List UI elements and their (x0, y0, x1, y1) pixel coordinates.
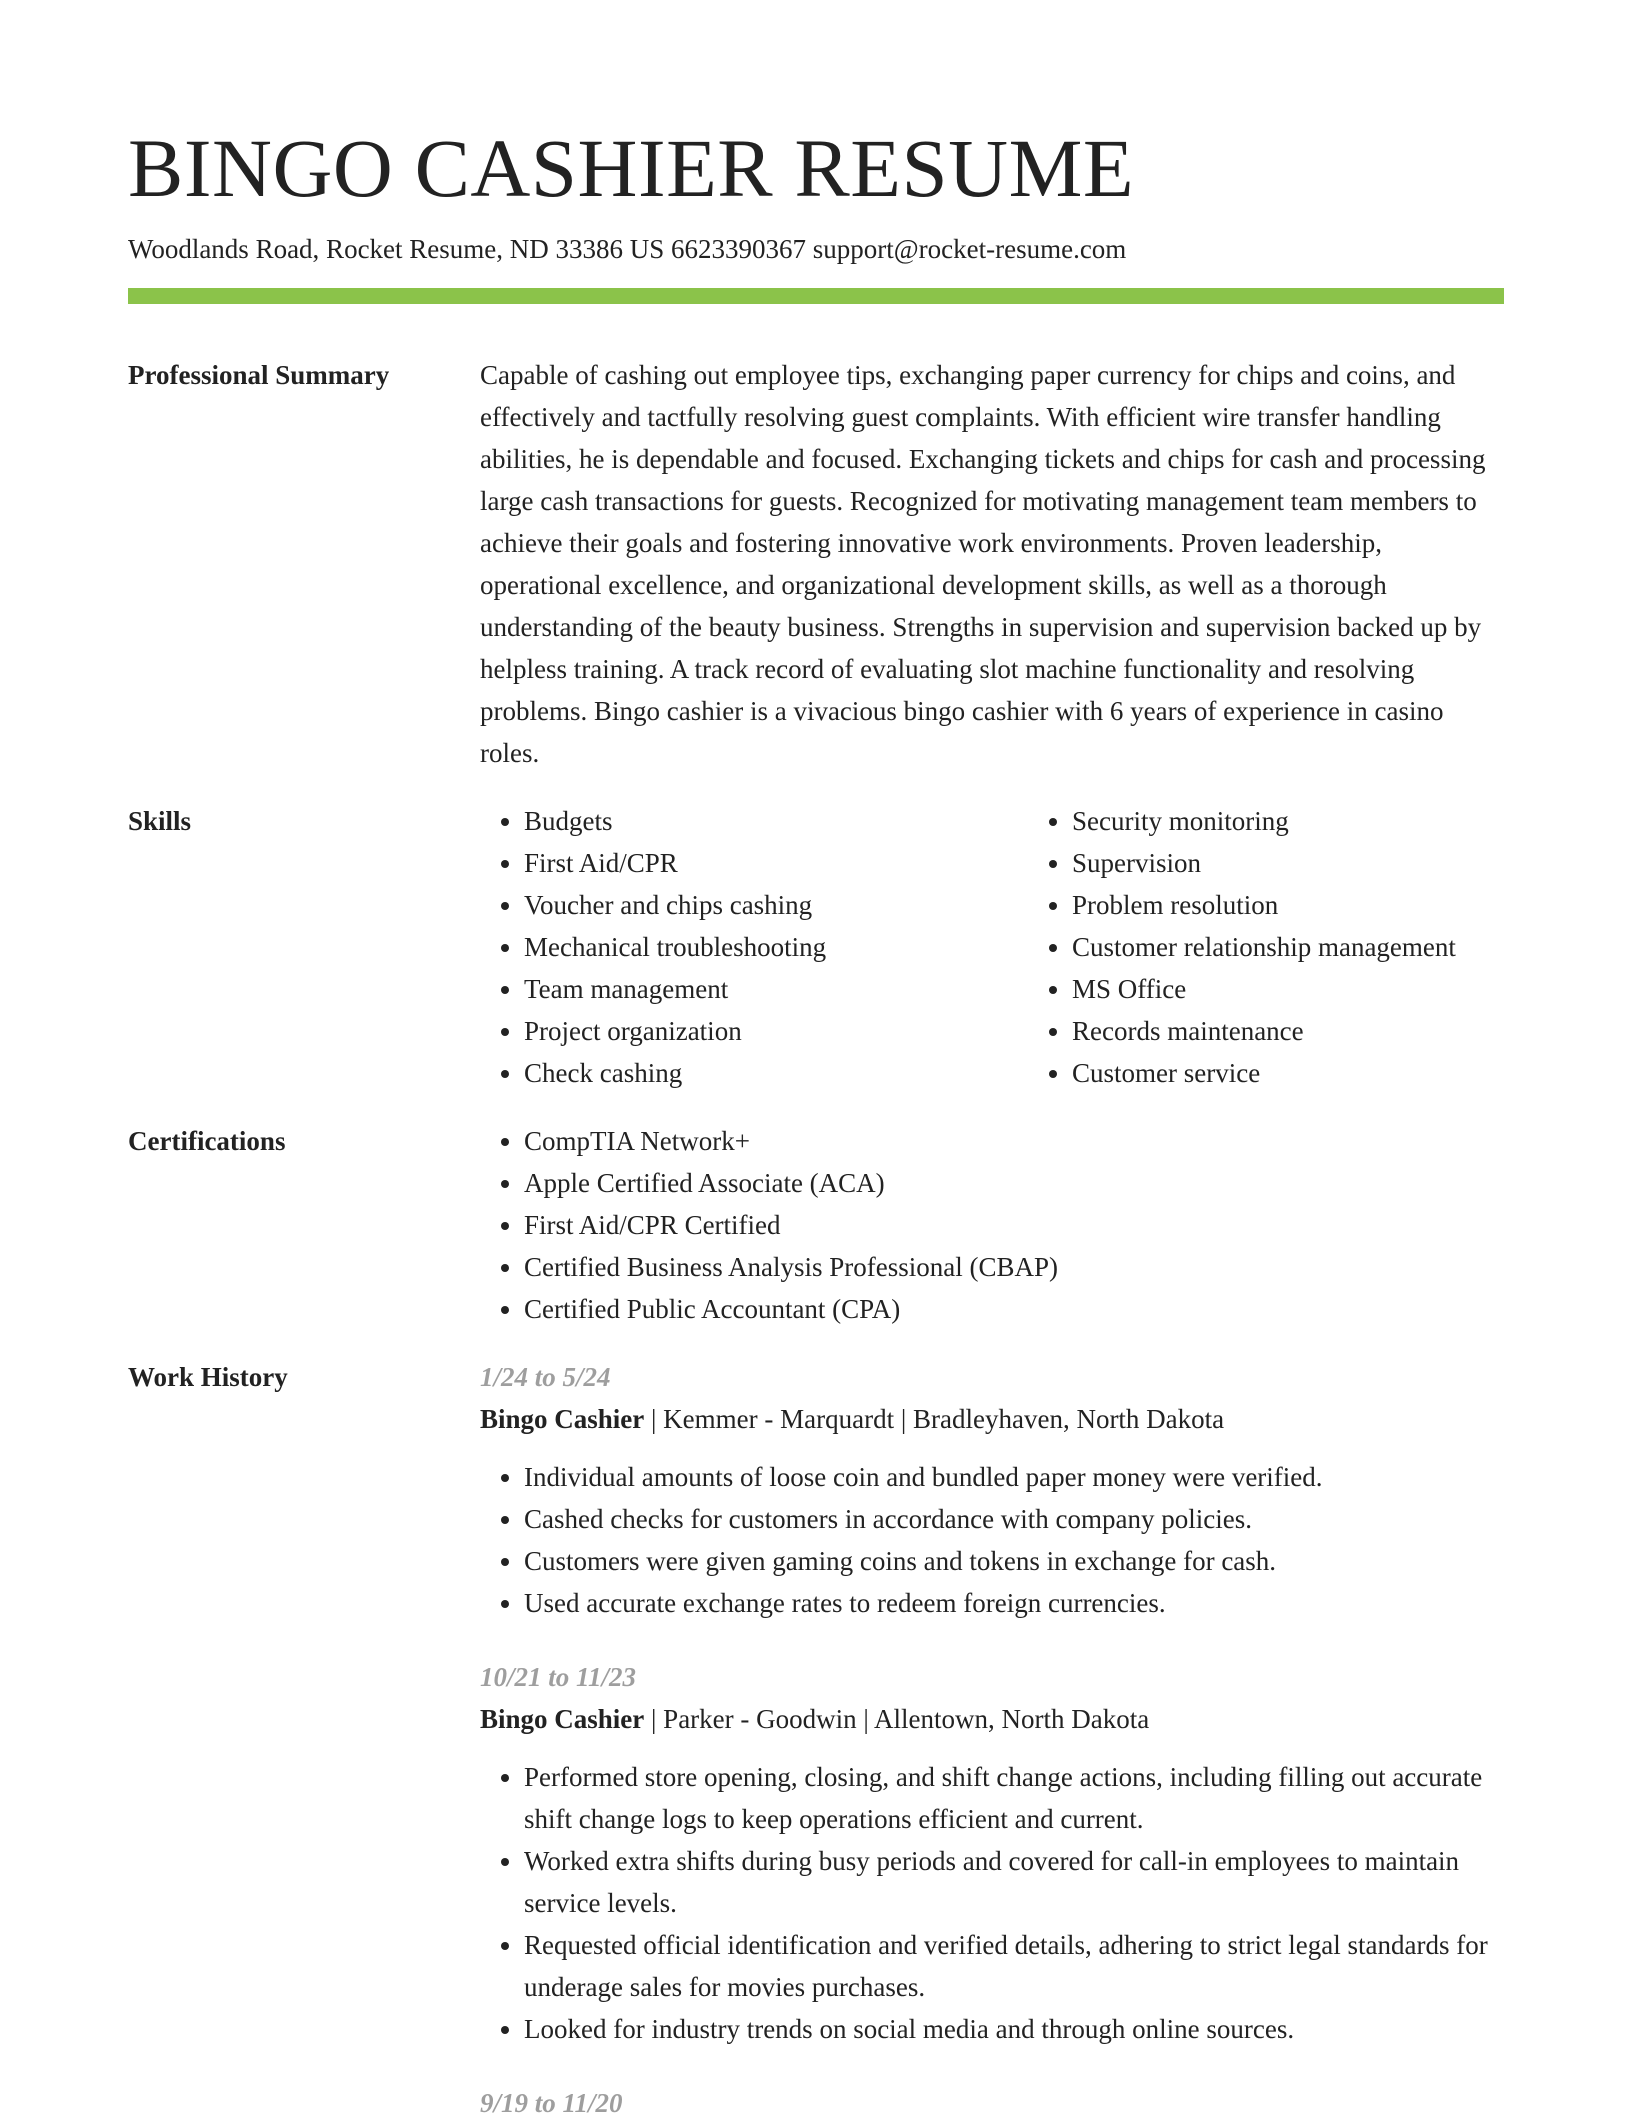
skill-item: • Check cashing (524, 1052, 1028, 1094)
skills-list-left (480, 800, 1028, 1094)
certification-item: • Certified Business Analysis Professional (CBAP) (524, 1246, 1504, 1288)
certification-item: • Apple Certified Associate (ACA) (524, 1162, 1504, 1204)
summary-section (128, 354, 1504, 774)
job-bullets (480, 1456, 1504, 1624)
skill-item: • Customer service (1072, 1052, 1576, 1094)
skill-item: • MS Office (1072, 968, 1576, 1010)
job-heading (480, 1398, 1504, 1440)
skill-item: • Records maintenance (1072, 1010, 1576, 1052)
job-dates: 10/21 to 11/23 (480, 1662, 637, 1692)
work-history-section (128, 1356, 1504, 2124)
job-bullet: • Used accurate exchange rates to redeem foreign currencies. (524, 1582, 1504, 1624)
skills-label: Skills (128, 806, 192, 836)
job-dates: 1/24 to 5/24 (480, 1362, 611, 1392)
job-heading (480, 1698, 1504, 1740)
skill-item: • Project organization (524, 1010, 1028, 1052)
page-title: BINGO CASHIER RESUME (128, 122, 1135, 214)
job-bullet: • Worked extra shifts during busy periods and covered for call-in employees to maintain service levels. (524, 1840, 1504, 1924)
resume-page (128, 0, 1504, 2124)
job-details: | Kemmer - Marquardt | Bradleyhaven, North Dakota (644, 1404, 1225, 1434)
skill-item: • Security monitoring (1072, 800, 1576, 842)
certifications-section (128, 1120, 1504, 1330)
job-title: Bingo Cashier (480, 1704, 645, 1734)
job-details: | Parker - Goodwin | Allentown, North Dakota (644, 1704, 1150, 1734)
skills-list-right (1028, 800, 1576, 1094)
job-entry (480, 1656, 1504, 2050)
certification-item: • CompTIA Network+ (524, 1120, 1504, 1162)
work-history-label: Work History (128, 1362, 288, 1392)
certification-item: • First Aid/CPR Certified (524, 1204, 1504, 1246)
skill-item: • Supervision (1072, 842, 1576, 884)
certification-item: • Certified Public Accountant (CPA) (524, 1288, 1504, 1330)
contact-line: Woodlands Road, Rocket Resume, ND 33386 US 6623390367 support@rocket-resume.com (128, 234, 1127, 264)
summary-text: Capable of cashing out employee tips, exchanging paper currency for chips and coins, and effectively and tactfully resolving guest complaints. With efficient wire transfer handling abilities, he is dependable and focused. Exchanging tickets and chips for cash and processing large cash transactions for guests. Recognized for motivating management team members to achieve their goals and fostering innovative work environments. Proven leadership, operational excellence, and organizational development skills, as well as a thorough understanding of the beauty business. Strengths in supervision and supervision backed up by helpless training. A track record of evaluating slot machine functionality and resolving problems. Bingo cashier is a vivacious bingo cashier with 6 years of experience in casino roles. (480, 360, 1486, 768)
header-divider (128, 288, 1504, 304)
summary-label: Professional Summary (128, 360, 390, 390)
job-bullet: • Individual amounts of loose coin and bundled paper money were verified. (524, 1456, 1504, 1498)
skill-item: • Customer relationship management (1072, 926, 1576, 968)
skill-item: • Problem resolution (1072, 884, 1576, 926)
job-bullets (480, 1756, 1504, 2050)
skill-item: • Team management (524, 968, 1028, 1010)
job-entry (480, 1356, 1504, 1624)
skill-item: • Budgets (524, 800, 1028, 842)
certifications-list (480, 1120, 1504, 1330)
skill-item: • First Aid/CPR (524, 842, 1028, 884)
job-bullet: • Cashed checks for customers in accordance with company policies. (524, 1498, 1504, 1540)
skill-item: • Mechanical troubleshooting (524, 926, 1028, 968)
job-dates: 9/19 to 11/20 (480, 2088, 623, 2118)
certifications-label: Certifications (128, 1126, 286, 1156)
skill-item: • Voucher and chips cashing (524, 884, 1028, 926)
job-entry (480, 2082, 1504, 2124)
job-bullet: • Looked for industry trends on social media and through online sources. (524, 2008, 1504, 2050)
job-title: Bingo Cashier (480, 1404, 645, 1434)
job-bullet: • Customers were given gaming coins and tokens in exchange for cash. (524, 1540, 1504, 1582)
job-bullet: • Requested official identification and verified details, adhering to strict legal standards for underage sales for movies purchases. (524, 1924, 1504, 2008)
job-bullet: • Performed store opening, closing, and shift change actions, including filling out accurate shift change logs to keep operations efficient and current. (524, 1756, 1504, 1840)
skills-section (128, 800, 1504, 1094)
